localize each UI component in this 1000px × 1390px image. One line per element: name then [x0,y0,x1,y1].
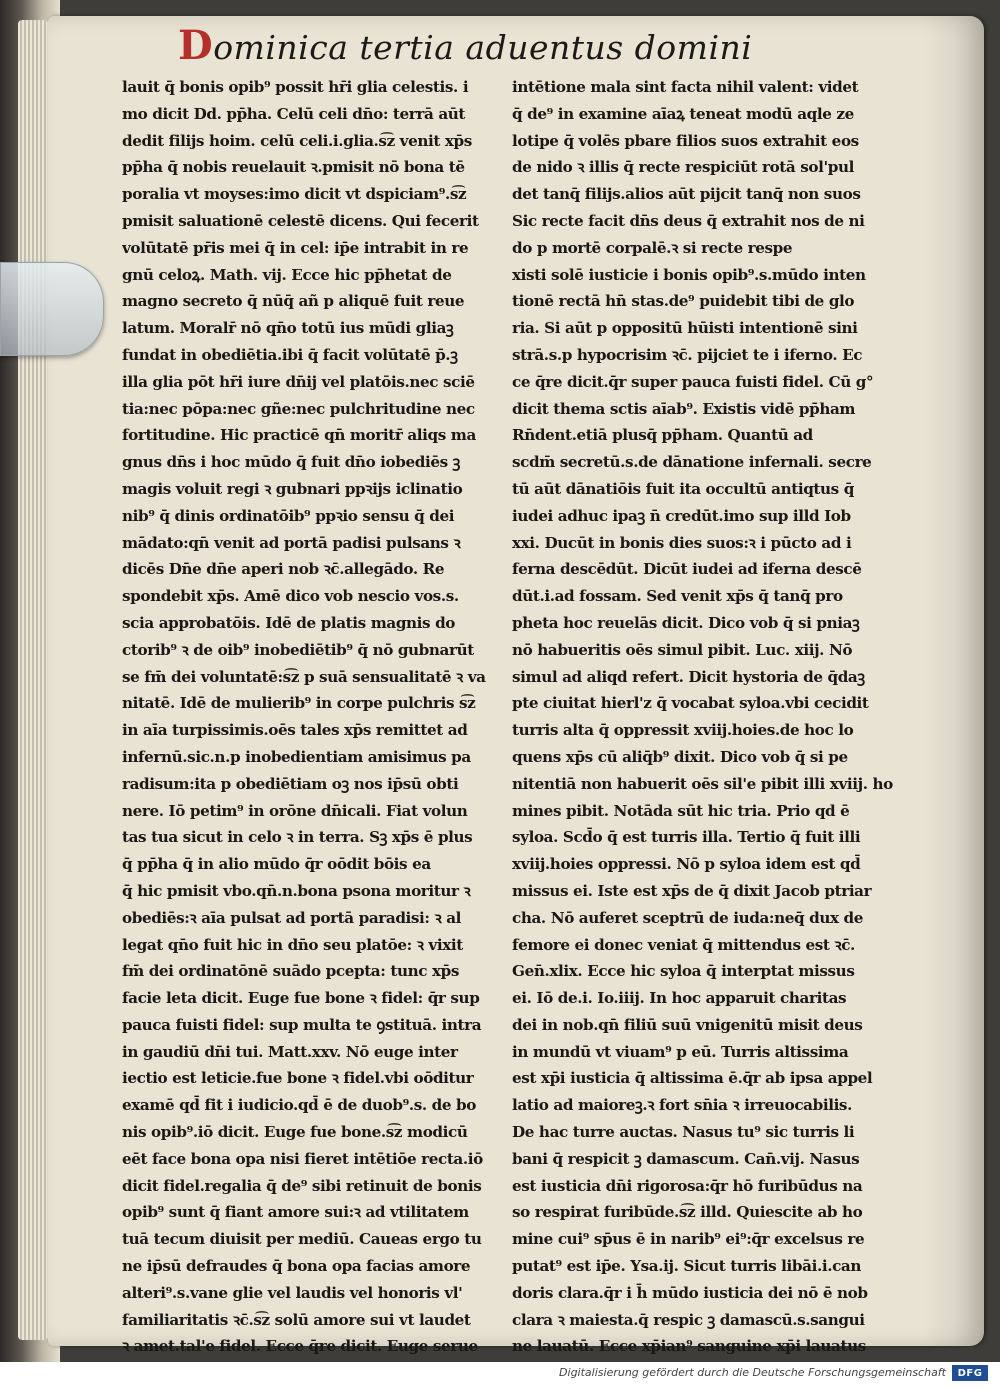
text-line: nere. Iō petim⁹ in orōne dn̄icali. Fiat volun [122,801,468,820]
text-line: xviij.hoies oppressi. Nō p syloa idem est qd̄ [512,855,861,874]
text-line: do p mortē corpalē.ꝛ si recte respe [512,238,793,257]
text-line: ne ip̄sū defraudes q̄ bona opa facias amore [122,1257,471,1276]
text-line: magno secreto q̄ nūq̄ añ p aliquē fuit reue [122,292,465,311]
text-line: ferna descēdūt. Dicūt iudei ad iferna descē [512,560,862,579]
text-line: infernū.sic.n.p inobedientiam amisimus pa [122,747,471,766]
left-text-column [122,74,502,1362]
text-line: doris clara.q̄r i h̄ mūdo iusticia dei nō ē nob [512,1283,868,1302]
text-line: poralia vt moyses:imo dicit vt dspiciam⁹.s͡z [122,185,467,204]
text-line: latio ad maioreꝫ.ꝛ fort sn̄ia ꝛ irreuocabilis. [512,1096,852,1115]
text-line: pmisit saluationē celestē dicens. Qui fecerit [122,211,479,230]
footer-credit: Digitalisierung gefördert durch die Deutsche Forschungsgemeinschaft [559,1366,946,1379]
text-line: syloa. Scd̄o q̄ est turris illa. Tertio q̄ fuit illi [512,828,861,847]
text-line: bani q̄ respicit ꝫ damascum. Can̄.vij. Nasus [512,1149,860,1168]
text-line: tia:nec pōpa:nec gñe:nec pulchritudine nec [122,399,475,418]
text-line: legat qn̄o fuit hic in dn̄o seu platōe: ꝛ vixit [122,935,463,954]
text-line: lauit q̄ bonis opib⁹ possit hr̄i glia celestis. i [122,78,469,96]
text-line: est xp̄i iusticia q̄ altissima ē.q̄r ab ipsa appel [512,1069,873,1088]
text-line: ce q̄re dicit.q̄r super pauca fuisti fidel. Cū g° [512,372,874,391]
text-line: nitentiā non habuerit oēs sil'e pibit illi xviij. ho [512,774,893,793]
text-line: nō habueritis oēs simul pibit. Luc. xiij. Nō [512,640,853,659]
text-line: dedit filijs hoim. celū celi.i.glia.s͡z venit xp̄s [122,131,472,150]
text-line: ctorib⁹ ꝛ de oib⁹ inobediētib⁹ q̄ nō gubnarūt [122,640,474,659]
text-line: dicit fidel.regalia q̄ de⁹ sibi retinuit de bonis [122,1176,482,1195]
text-line: simul ad aliqd refert. Dicit hystoria de q̄daꝫ [512,667,865,686]
text-line: Sic recte facit dn̄s deus q̄ extrahit nos de ni [512,211,865,230]
text-line: nitatē. Idē de mulierib⁹ in corpe pulchris s͡z [122,694,476,713]
text-line: tionē rectā hn̄ stas.de⁹ puidebit tibi de glo [512,292,855,311]
text-line: dūt.i.ad fossam. Sed venit xp̄s q̄ tanq̄ pro [512,587,843,606]
text-line: pheta hoc reuelās dicit. Dico vob q̄ si pniaꝫ [512,613,860,632]
text-line: tas tua sicut in celo ꝛ in terra. Sꝫ xp̄s ē plus [122,828,473,847]
text-line: spondebit xp̄s. Amē dico vob nescio vos.s. [122,587,459,606]
text-line: ne lauatū. Ecce xp̄ian⁹ sanguine xp̄i lauatus [512,1337,866,1356]
text-line: ꝛ amet.tal'e fidel. Ecce q̄re dicit. Euge serue [122,1337,478,1356]
text-line: so respirat furibūde.s͡z illd. Quiescite ab ho [512,1203,863,1222]
text-line: illa glia pōt hr̄i iure dn̄ij vel platōis.nec sciē [122,372,475,391]
text-line: clara ꝛ maiesta.q̄ respic ꝫ damascū.s.sangui [512,1310,865,1329]
text-line: volūtatē pr̄is mei q̄ in cel: ip̄e intrabit in re [122,238,469,257]
text-line: in aīa turpissimis.oēs tales xp̄s remittet ad [122,721,468,740]
text-line: q̄ pp̄ha q̄ in alio mūdo q̄r oōdit bōis ea [122,855,431,874]
text-line: dicēs Dn̄e dn̄e aperi nob ꝛc̄.allegādo. Re [122,560,445,579]
text-line: strā.s.p hypocrisim ꝛc̄. pijciet te i iferno. Ec [512,345,863,364]
text-line: xisti solē iusticie i bonis opib⁹.s.mūdo inten [512,265,866,284]
text-line: obediēs:ꝛ aīa pulsat ad portā paradisi: ꝛ al [122,908,462,927]
text-line: pauca fuisti fidel: sup multa te ꝯstituā. intra [122,1015,482,1034]
text-line: mines pibit. Notāda sūt hic tria. Prio qd ē [512,801,850,820]
text-line: familiaritatis ꝛc̄.s͡z solū amore sui vt laudet [122,1310,471,1329]
text-line: in gaudiū dn̄i tui. Matt.xxv. Nō euge inter [122,1042,458,1061]
text-line: missus ei. Iste est xp̄s de q̄ dixit Jacob ptriar [512,881,872,900]
text-line: De hac turre auctas. Nasus tu⁹ sic turris li [512,1123,855,1142]
text-line: scdm̄ secretū.s.de dānatione infernali. secre [512,453,872,472]
text-line: ei. Iō de.i. Io.iiij. In hoc apparuit charitas [512,989,847,1008]
text-line: nib⁹ q̄ dinis ordinatōib⁹ ppꝛio sensu q̄ dei [122,506,455,525]
text-line: opib⁹ sunt q̄ fiant amore sui:ꝛ ad vtilitatem [122,1203,469,1222]
text-line: dei in nob.qn̄ filiū suū vnigenitū misit deus [512,1015,863,1034]
text-line: eēt face bona opa nisi fieret intētiōe recta.iō [122,1149,483,1168]
text-line: q̄ de⁹ in examine aīaꝝ teneat modū aqle ze [512,104,854,123]
text-line: det tanq̄ filijs.alios aūt pijcit tanq̄ non suos [512,185,861,204]
dfg-logo: DFG [952,1365,988,1381]
text-line: pp̄ha q̄ nobis reuelauit ꝛ.pmisit nō bona tē [122,158,465,177]
text-line: mo dicit Dd. pp̄ha. Celū celi dn̄o: terrā aūt [122,104,466,123]
page-clip [0,262,104,356]
text-line: tū aūt dānatiōis fuit ita occultū antiqtus q̄ [512,479,854,498]
text-line: in mundū vt viuam⁹ p eū. Turris altissima [512,1042,849,1061]
text-line: tuā tecum diuisit per mediū. Caueas ergo tu [122,1230,482,1249]
text-line: gnū celoꝝ. Math. vij. Ecce hic pp̄hetat de [122,265,452,284]
text-line: gnus dn̄s i hoc mūdo q̄ fuit dn̄o iobediēs ꝫ [122,453,461,472]
text-line: fundat in obediētia.ibi q̄ facit volūtatē p̄.ꝫ [122,345,458,364]
text-line: latum. Moralr̄ nō qn̄o totū ius mūdi gliaꝫ [122,319,454,338]
text-line: femore ei donec veniat q̄ mittendus est ꝛc̄. [512,935,855,954]
text-line: de nido ꝛ illis q̄ recte respiciūt rotā sol'pul [512,158,854,177]
text-line: examē qd̄ fit i iudicio.qd̄ ē de duob⁹.s. de bo [122,1096,476,1115]
text-line: iudei adhuc ipaꝫ n̄ credūt.imo sup illd Iob [512,506,851,525]
text-line: radisum:ita p obediētiam oꝫ nos ip̄sū obti [122,774,459,793]
text-line: alteri⁹.s.vane glie vel laudis vel honoris vl' [122,1283,463,1302]
text-line: facie leta dicit. Euge fue bone ꝛ fidel: q̄r sup [122,989,480,1008]
text-line: ria. Si aūt p oppositū hūisti intentionē sini [512,319,858,338]
text-line: xxi. Ducūt in bonis dies suos:ꝛ i pūcto ad i [512,533,852,552]
text-line: fortitudine. Hic practicē qn̄ moritr̄ aliqs ma [122,426,476,445]
text-line: lotipe q̄ volēs pbare filios suos extrahit eos [512,131,859,150]
text-line: turris alta q̄ oppressit xviij.hoies.de hoc lo [512,721,854,740]
text-line: iectio est leticie.fue bone ꝛ fidel.vbi oōditur [122,1069,474,1088]
text-line: se fm̄ dei voluntatē:s͡z p suā sensualitatē ꝛ va [122,667,486,686]
text-line: mine cui⁹ sp̄us ē in narib⁹ ei⁹:q̄r excelsus re [512,1230,865,1249]
text-line: Rn̄dent.etiā plusq̄ pp̄ham. Quantū ad [512,426,813,445]
text-line: pte ciuitat hierl'z q̄ vocabat syloa.vbi cecidit [512,694,869,713]
right-text-column [512,74,904,1362]
text-line: est iusticia dn̄i rigorosa:q̄r hō furibūdus na [512,1176,863,1195]
text-line: mādato:qn̄ venit ad portā padisi pulsans ꝛ [122,533,461,552]
text-line: cha. Nō auferet sceptrū de iuda:neq̄ dux de [512,908,864,927]
text-line: dicit thema sctis aīab⁹. Existis vidē pp̄ham [512,399,856,418]
rubric-initial: D [178,22,214,69]
header-title: ominica tertia aduentus domini [213,28,753,67]
text-line [122,1360,502,1362]
text-line: intētione mala sint facta nihil valent: videt [512,78,859,96]
page-shade [924,16,984,1346]
text-line [512,1360,904,1362]
page-header [178,22,878,70]
text-line: magis voluit regi ꝛ gubnari ppꝛijs iclinatio [122,479,463,498]
text-line: quens xp̄s cū aliq̄b⁹ dixit. Dico vob q̄ si pe [512,747,848,766]
text-line: scia approbatōis. Idē de platis magnis do [122,613,456,632]
text-line: nis opib⁹.iō dicit. Euge fue bone.s͡z modicū [122,1123,468,1142]
text-line: q̄ hic pmisit vbo.qn̄.n.bona psona moritur ꝛ [122,881,471,900]
text-line: fm̄ dei ordinatōnē suādo pcepta: tunc xp̄s [122,962,459,981]
book-page-edges [18,20,48,1340]
text-line: Gen̄.xlix. Ecce hic syloa q̄ interptat missus [512,962,855,981]
text-line: putat⁹ est ip̄e. Ysa.ij. Sicut turris libāi.i.can [512,1257,862,1276]
